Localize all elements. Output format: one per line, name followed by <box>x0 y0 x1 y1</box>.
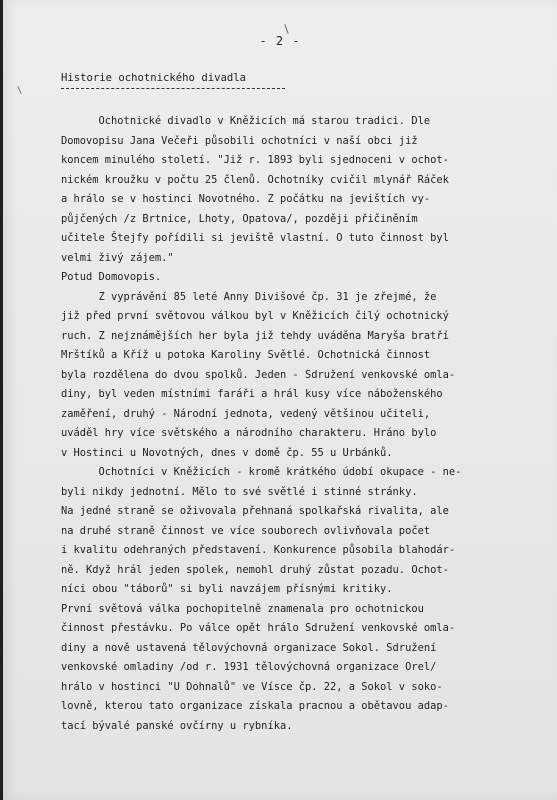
text-line: hrálo v hostinci "U Dohnalů" ve Vísce čp. 22, a Sokol v soko- <box>61 680 443 693</box>
text-line: Mrštíků a Kříž u potoka Karoliny Světlé. Ochotnická činnost <box>61 349 431 361</box>
stray-mark <box>284 24 288 34</box>
text-line: velmi živý zájem." <box>61 251 174 264</box>
text-line: níci obou "táborů" si byli navzájem přísnými kritiky. <box>61 583 393 595</box>
text-line: a hrálo se v hostinci Novotného. Z počátku na jevištích vy- <box>61 193 431 205</box>
text-line: tací bývalé panské ovčírny u rybníka. <box>61 719 293 732</box>
text-line: byla rozdělena do dvou spolků. Jeden - Sdružení venkovské omla- <box>61 368 456 381</box>
text-line: diny a nově ustavená tělovýchovná organizace Sokol. Sdružení <box>61 641 437 654</box>
text-line: Ochotnické divadlo v Kněžicích má starou tradici. Dle <box>61 115 431 127</box>
text-line: diny, byl veden místními faráři a hrál kusy více náboženského <box>61 388 443 400</box>
text-line: Domovopisu Jana Večeři působili ochotníci v naší obci již <box>61 134 418 147</box>
text-line: byli nikdy jednotní. Mělo to své světlé i stinné stránky. <box>61 485 418 498</box>
text-line: učitele Štejfy pořídili si jeviště vlastní. O tuto činnost byl <box>61 232 449 244</box>
text-line: i kvalitu odehraných představení. Konkurence působila blahodár- <box>61 544 456 556</box>
text-line: lovně, kterou tato organizace získala pracnou a obětavou adap- <box>61 700 449 712</box>
stray-mark <box>17 86 21 94</box>
text-line: Z vyprávění 85 leté Anny Divišové čp. 31 je zřejmé, že <box>61 290 437 303</box>
text-line: ně. Když hrál jeden spolek, nemohl druhý zůstat pozadu. Ochot- <box>61 563 449 576</box>
text-line: nickém kroužku v počtu 25 členů. Ochotníky cvičil mlynář Ráček <box>61 173 449 186</box>
text-line: uváděl hry více světského a národního charakteru. Hráno bylo <box>61 427 437 439</box>
text-line: První světová válka pochopitelně znamenala pro ochotnickou <box>61 602 424 615</box>
section-heading: Historie ochotnického divadla <box>61 72 246 84</box>
text-line: koncem minulého století. "Již r. 1893 byli sjednoceni v ochot- <box>61 154 449 166</box>
text-line: již před první světovou válkou byl v Kněžicích čilý ochotnický <box>61 310 449 322</box>
text-line: zaměření, druhý - Národní jednota, vedený většinou učiteli, <box>61 407 431 420</box>
text-line: Na jedné straně se oživovala přehnaná spolkařská rivalita, ale <box>61 505 449 517</box>
typewritten-page <box>3 0 557 800</box>
heading-underline <box>61 88 285 89</box>
text-line: půjčených /z Brtnice, Lhoty, Opatova/, později přičiněním <box>61 212 418 225</box>
text-line: na druhé straně činnost ve více souborech ovlivňovala počet <box>61 524 431 537</box>
text-line: v Hostinci u Novotných, dnes v domě čp. 55 u Urbánků. <box>61 446 393 459</box>
text-line: činnost přestávku. Po válce opět hrálo Sdružení venkovské omla- <box>61 622 456 634</box>
page-number: - 2 - <box>259 34 301 48</box>
text-line: Potud Domovopis. <box>61 271 162 283</box>
body-text <box>61 112 531 736</box>
text-line: Ochotníci v Kněžicích - kromě krátkého údobí okupace - ne- <box>61 466 462 478</box>
text-line: venkovské omladiny /od r. 1931 tělovýchovná organizace Orel/ <box>61 661 437 673</box>
text-line: ruch. Z nejznámějších her byla již tehdy uváděna Maryša bratří <box>61 329 449 342</box>
